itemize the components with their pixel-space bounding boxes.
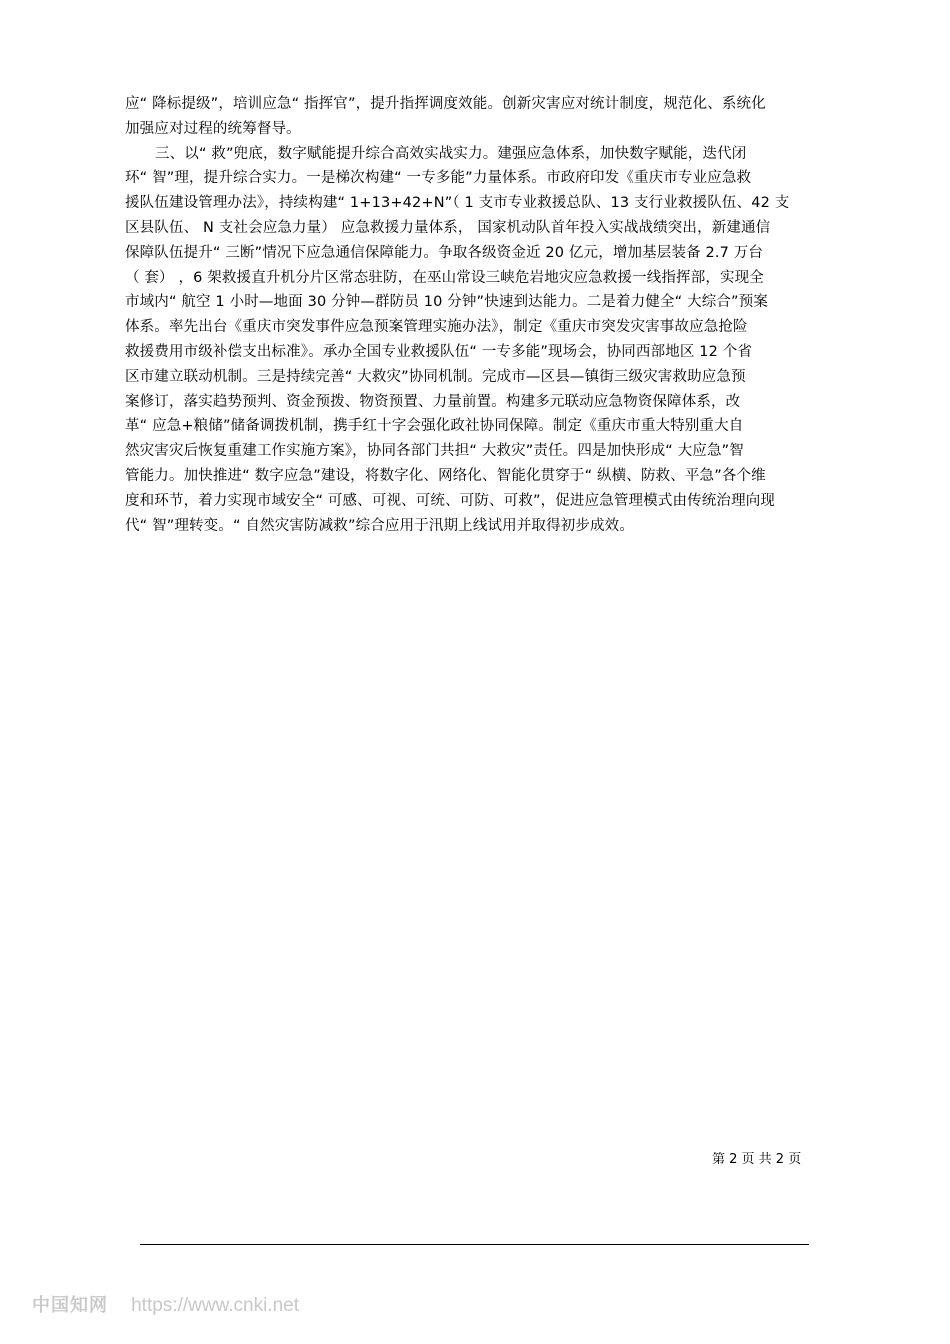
source-watermark	[32, 1293, 299, 1319]
text-line: 管能力。加快推进“ 数字应急”建设，将数字化、网络化、智能化贯穿于“ 纵横、防救、平急”各个维	[125, 467, 766, 484]
text-line: 救援费用市级补偿支出标准》。承办全国专业救援队伍“ 一专多能”现场会，协同西部地区 12 个省	[125, 343, 753, 360]
document-body	[125, 92, 829, 538]
text-line: 区县队伍、 N 支社会应急力量） 应急救援力量体系， 国家机动队首年投入实战战绩突出，新建通信	[125, 219, 771, 236]
text-line: 案修订，落实趋势预判、资金预拨、物资预置、力量前置。构建多元联动应急物资保障体系，改	[125, 393, 741, 410]
paragraph-start-line: 三、以“ 救”兜底，数字赋能提升综合高效实战实力。建强应急体系，加快数字赋能，迭代闭	[155, 145, 747, 162]
text-line: 应“ 降标提级”，培训应急“ 指挥官”，提升指挥调度效能。创新灾害应对统计制度，规范化、系统化	[125, 96, 766, 112]
text-line: （ 套） ，6 架救援直升机分片区常态驻防，在巫山常设三峡危岩地灾应急救援一线指挥部，实现全	[125, 269, 764, 286]
footer-divider	[140, 1244, 809, 1245]
text-line: 体系。率先出台《重庆市突发事件应急预案管理实施办法》，制定《重庆市突发灾害事故应急抢险	[125, 319, 748, 336]
text-line: 援队伍建设管理办法》，持续构建“ 1+13+42+N”（ 1 支市专业救援总队、13 支行业救援队伍、42 支	[125, 195, 790, 212]
watermark-brand: 中国知网	[32, 1295, 108, 1316]
text-line: 然灾害灾后恢复重建工作实施方案》，协同各部门共担“ 大救灾”责任。四是加快形成“ 大应急”智	[125, 443, 744, 460]
text-line: 加强应对过程的统筹督导。	[125, 120, 301, 137]
watermark-url: https://www.cnki.net	[131, 1295, 299, 1316]
text-line: 环“ 智”理，提升综合实力。一是梯次构建“ 一专多能”力量体系。市政府印发《重庆市专业应急救	[125, 170, 752, 187]
text-line: 度和环节，着力实现市域安全“ 可感、可视、可统、可防、可救”，促进应急管理模式由传统治理向现	[125, 492, 776, 509]
text-line: 区市建立联动机制。三是持续完善“ 大救灾”协同机制。完成市—区县—镇街三级灾害救助应急预	[125, 368, 746, 385]
page-number: 第 2 页 共 2 页	[712, 1152, 802, 1167]
text-line: 市域内“ 航空 1 小时—地面 30 分钟—群防员 10 分钟”快速到达能力。二是着力健全“ 大综合”预案	[125, 294, 768, 311]
text-line: 代“ 智”理转变。“ 自然灾害防减救”综合应用于汛期上线试用并取得初步成效。	[125, 517, 634, 534]
text-line: 革“ 应急+粮储”储备调拨机制，携手红十字会强化政社协同保障。制定《重庆市重大特别重大自	[125, 418, 744, 435]
text-line: 保障队伍提升“ 三断”情况下应急通信保障能力。争取各级资金近 20 亿元，增加基层装备 2.7 万台	[125, 244, 764, 261]
